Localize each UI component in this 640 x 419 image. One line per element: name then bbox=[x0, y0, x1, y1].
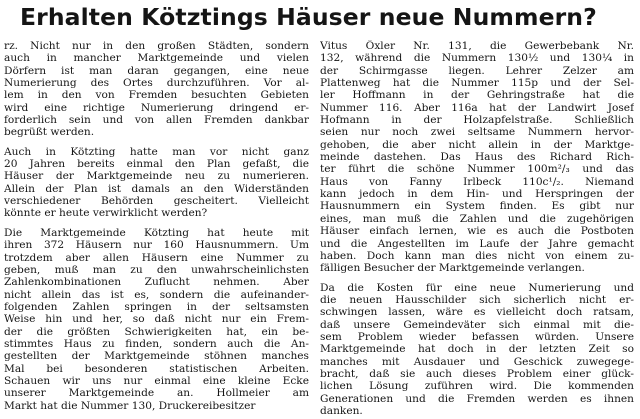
text-line: Zahlenkombinationen Zuflucht nehmen. Aber bbox=[4, 276, 309, 289]
text-line: Allein der Plan ist damals an den Widerständen bbox=[4, 182, 309, 195]
text-line: Die Marktgemeinde Kötzting hat heute mit bbox=[4, 226, 309, 239]
text-line: Haus von Fanny Irlbeck 110c¹/₂. Niemand bbox=[320, 175, 634, 188]
text-line: lem in den von Fremden besuchten Gebieten bbox=[4, 89, 309, 102]
text-line: Da die Kosten für eine neue Numerierung und bbox=[320, 281, 634, 294]
text-line: Dörfern ist man daran gegangen, eine neue bbox=[4, 64, 309, 77]
article-paragraph bbox=[4, 227, 309, 412]
text-line: Markt hat die Nummer 130, Druckereibesitzer bbox=[4, 399, 256, 412]
text-line: unserer Marktgemeinde an. Hollmeier am bbox=[4, 387, 309, 400]
article-paragraph bbox=[320, 40, 634, 275]
text-line: ter führt die schöne Nummer 100m²/₃ und das bbox=[320, 163, 634, 176]
text-line: Hofmann in der Holzapfelstraße. Schließlich bbox=[320, 114, 634, 127]
text-line: trotzdem aber allen Häusern eine Nummer zu bbox=[4, 251, 309, 264]
text-line: sem Problem wieder befassen würden. Unsere bbox=[320, 330, 634, 343]
text-line: haben. Doch kann man dies nicht von einem zu- bbox=[320, 249, 634, 262]
text-line: der die größten Schwierigkeiten hat, ein be- bbox=[4, 325, 309, 338]
text-line: und die Angestellten im Laufe der Jahre gemacht bbox=[320, 237, 634, 250]
text-line: Häuser einfach lernen, wie es auch die Postboten bbox=[320, 225, 634, 238]
text-line: nicht allein das ist es, sondern die aufeinander- bbox=[4, 288, 309, 301]
text-line: könnte er heute verwirklicht werden? bbox=[4, 207, 208, 220]
article-paragraph bbox=[4, 146, 309, 220]
text-line: schwingen lassen, wäre es vielleicht doch ratsam, bbox=[320, 306, 634, 319]
headline: Erhalten Kötztings Häuser neue Nummern? bbox=[20, 3, 597, 31]
text-line: ler Hoffmann in der Gehringstraße hat die bbox=[320, 89, 634, 102]
text-line: verschiedener Behörden gescheitert. Vielleicht bbox=[4, 195, 309, 208]
text-line: kann jedoch in dem Hin- und Herspringen der bbox=[320, 188, 634, 201]
article-paragraph bbox=[320, 282, 634, 418]
text-line: meinde dastehen. Das Haus des Richard Rich- bbox=[320, 151, 634, 164]
text-line: Numerierung des Ortes durchzuführen. Vor al- bbox=[4, 77, 309, 90]
text-line: ihren 372 Häusern nur 160 Hausnummern. Um bbox=[4, 239, 309, 252]
text-line: gestellten der Marktgemeinde stöhnen manches bbox=[4, 350, 309, 363]
text-line: 20 Jahren bereits einmal den Plan gefaßt, die bbox=[4, 158, 309, 171]
text-line: lichen Lösung zuführen wird. Die kommenden bbox=[320, 380, 634, 393]
text-line: Schauen wir uns nur einmal eine kleine Ecke bbox=[4, 374, 309, 387]
text-line: Plattenweg hat die Nummer 115p und der Sel- bbox=[320, 77, 634, 90]
text-line: daß unsere Gemeindeväter sich einmal mit die- bbox=[320, 318, 634, 331]
text-line: forderlich sein und von allen Fremden dankbar bbox=[4, 114, 309, 127]
text-line: Nummer 116. Aber 116a hat der Landwirt Josef bbox=[320, 101, 634, 114]
text-line: eines, man muß die Zahlen und die zugehörigen bbox=[320, 212, 634, 225]
text-line: gehoben, die aber nicht allein in der Marktge- bbox=[320, 138, 634, 151]
text-line: wird eine richtige Numerierung dringend er- bbox=[4, 101, 309, 114]
article-paragraph bbox=[4, 40, 309, 139]
text-line: begrüßt werden. bbox=[4, 126, 95, 139]
text-line: rz. Nicht nur in den großen Städten, sondern bbox=[4, 40, 309, 52]
text-line: danken. bbox=[320, 404, 363, 417]
text-line: Häuser der Marktgemeinde neu zu numerieren. bbox=[4, 170, 309, 183]
text-line: Mal bei besonderen statistischen Arbeiten. bbox=[4, 362, 309, 375]
text-line: Vitus Öxler Nr. 131, die Gewerbebank Nr. bbox=[320, 40, 634, 52]
text-line: auch in mancher Marktgemeinde und vielen bbox=[4, 52, 309, 65]
text-line: Marktgemeinde hat doch in der letzten Zeit so bbox=[320, 343, 634, 356]
text-line: Weise hin und her, so daß nicht nur ein Frem- bbox=[4, 313, 309, 326]
article-column-right bbox=[320, 40, 634, 417]
text-line: Hausnummern ein System finden. Es gibt nur bbox=[320, 200, 634, 213]
text-line: die neuen Hausschilder sich sicherlich nicht er- bbox=[320, 293, 634, 306]
text-line: 132, während die Nummern 130½ und 130¼ in bbox=[320, 52, 634, 65]
text-line: Auch in Kötzting hatte man vor nicht ganz bbox=[4, 145, 309, 158]
text-line: manches mit Ausdauer und Geschick zuwegege- bbox=[320, 355, 634, 368]
text-line: Generationen und die Fremden werden es ihnen bbox=[320, 392, 634, 405]
text-line: bracht, daß sie auch dieses Problem einer glück- bbox=[320, 367, 634, 380]
text-line: fälligen Besucher der Marktgemeinde verlangen. bbox=[320, 262, 585, 275]
text-line: folgenden Zahlen springen in der seltsamsten bbox=[4, 300, 309, 313]
text-line: geben, muß man zu den unwahrscheinlichsten bbox=[4, 263, 309, 276]
article-column-left bbox=[4, 40, 309, 412]
text-line: der Schirmgasse liegen. Lehrer Zelzer am bbox=[320, 64, 634, 77]
text-line: stimmtes Haus zu finden, sondern auch die An- bbox=[4, 337, 309, 350]
text-line: seien nur noch zwei seltsame Nummern hervor- bbox=[320, 126, 634, 139]
